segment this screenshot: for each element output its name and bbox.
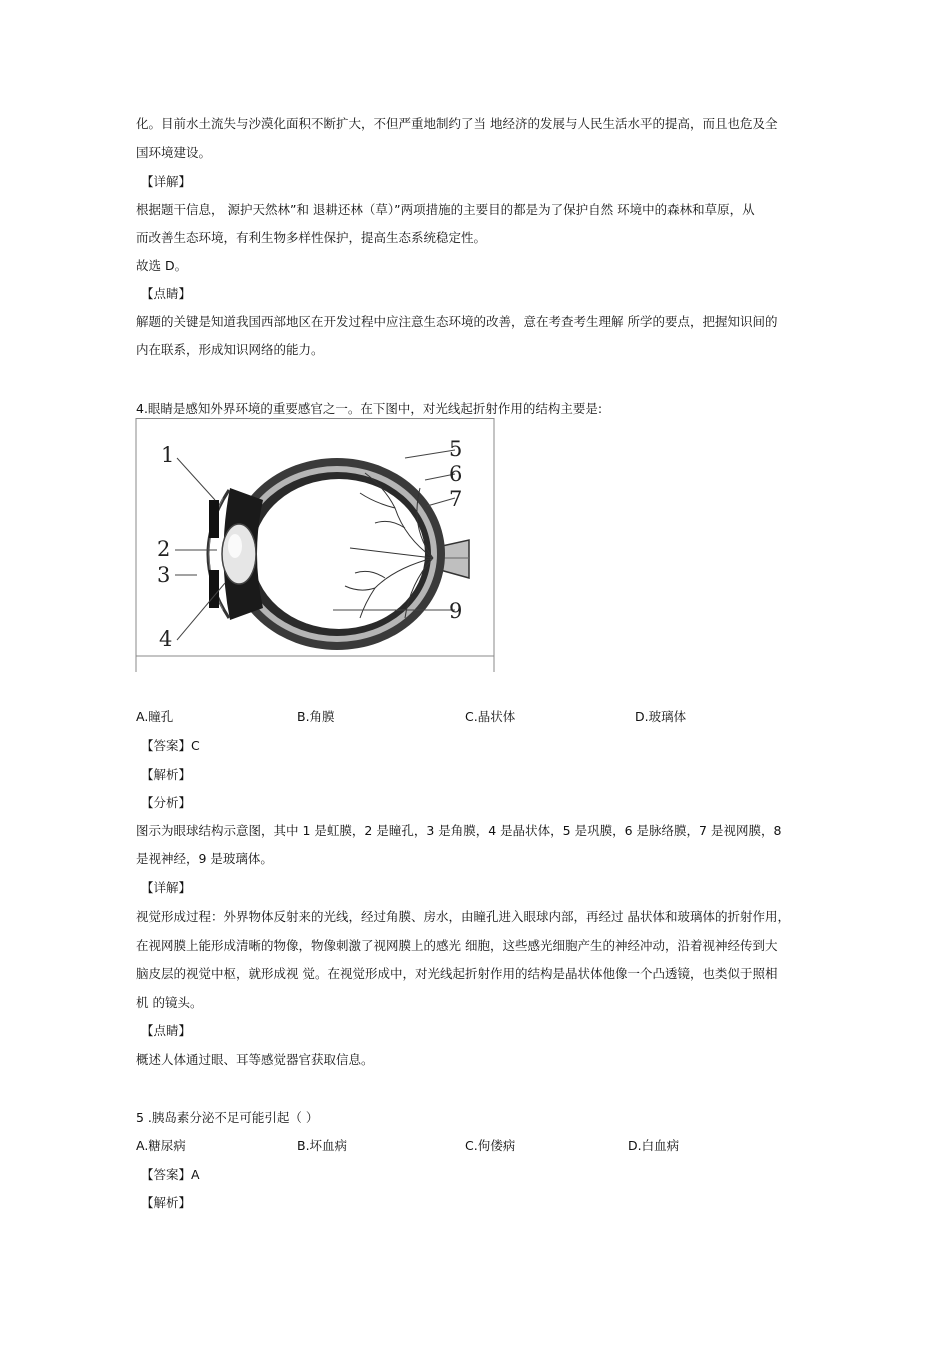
- section-heading: 【点睛】: [141, 1023, 192, 1038]
- label-7: 7: [449, 487, 463, 511]
- option-a[interactable]: A.瞳孔: [136, 709, 174, 724]
- text-line: 概述人体通过眼、耳等感觉器官获取信息。: [136, 1052, 374, 1067]
- option-b[interactable]: B.角膜: [297, 709, 335, 724]
- label-6: 6: [449, 462, 463, 486]
- option-d[interactable]: D.白血病: [628, 1138, 680, 1153]
- option-c[interactable]: C.晶状体: [465, 709, 516, 724]
- text-line: 化。目前水土流失与沙漠化面积不断扩大，不但严重地制约了当 地经济的发展与人民生活水平的提高，而且也危及全: [136, 116, 778, 131]
- label-9: 9: [449, 599, 463, 623]
- section-heading: 【解析】: [141, 1195, 192, 1210]
- section-heading: 【点睛】: [141, 286, 192, 301]
- eye-diagram-svg: [135, 418, 495, 672]
- text-line: 在视网膜上能形成清晰的物像，物像刺激了视网膜上的感光 细胞，这些感光细胞产生的神经冲动，沿着视神经传到大: [136, 938, 778, 953]
- label-5: 5: [449, 437, 463, 461]
- label-1: 1: [161, 443, 175, 467]
- question-stem: 5 .胰岛素分泌不足可能引起（ ）: [136, 1110, 319, 1125]
- section-heading: 【详解】: [141, 174, 192, 189]
- section-heading: 【分析】: [141, 795, 192, 810]
- option-c[interactable]: C.佝偻病: [465, 1138, 516, 1153]
- text-line: 脑皮层的视觉中枢，就形成视 觉。在视觉形成中，对光线起折射作用的结构是晶状体他像一个凸透镜，也类似于照相: [136, 966, 778, 981]
- option-b[interactable]: B.坏血病: [297, 1138, 348, 1153]
- option-a[interactable]: A.糖尿病: [136, 1138, 186, 1153]
- question-stem: 4.眼睛是感知外界环境的重要感官之一。在下图中，对光线起折射作用的结构主要是:: [136, 401, 603, 416]
- text-line: 解题的关键是知道我国西部地区在开发过程中应注意生态环境的改善，意在考查考生理解 所学的要点，把握知识间的: [136, 314, 778, 329]
- eye-diagram: [135, 418, 495, 672]
- section-heading: 【解析】: [141, 767, 192, 782]
- text-line: 是视神经，9 是玻璃体。: [136, 851, 273, 866]
- text-line: 机 的镜头。: [136, 995, 203, 1010]
- answer-line: 【答案】C: [141, 738, 200, 753]
- text-line: 图示为眼球结构示意图，其中 1 是虹膜，2 是瞳孔，3 是角膜，4 是晶状体，5 是巩膜，6 是脉络膜，7 是视网膜，8: [136, 823, 782, 838]
- text-line: 国环境建设。: [136, 145, 212, 160]
- option-d[interactable]: D.玻璃体: [635, 709, 687, 724]
- answer-line: 【答案】A: [141, 1167, 200, 1182]
- text-line: 内在联系，形成知识网络的能力。: [136, 342, 324, 357]
- section-heading: 【详解】: [141, 880, 192, 895]
- text-line: 故选 D。: [136, 258, 188, 273]
- text-line: 视觉形成过程：外界物体反射来的光线，经过角膜、房水，由瞳孔进入眼球内部，再经过 晶状体和玻璃体的折射作用，: [136, 909, 790, 924]
- text-line: 而改善生态环境，有利生物多样性保护，提高生态系统稳定性。: [136, 230, 487, 245]
- label-4: 4: [159, 627, 173, 651]
- text-line: 根据题干信息， 源护天然林”和 退耕还林（草）”两项措施的主要目的都是为了保护自然 环境中的森林和草原，从: [136, 202, 755, 217]
- label-2: 2: [157, 537, 171, 561]
- label-3: 3: [157, 563, 171, 587]
